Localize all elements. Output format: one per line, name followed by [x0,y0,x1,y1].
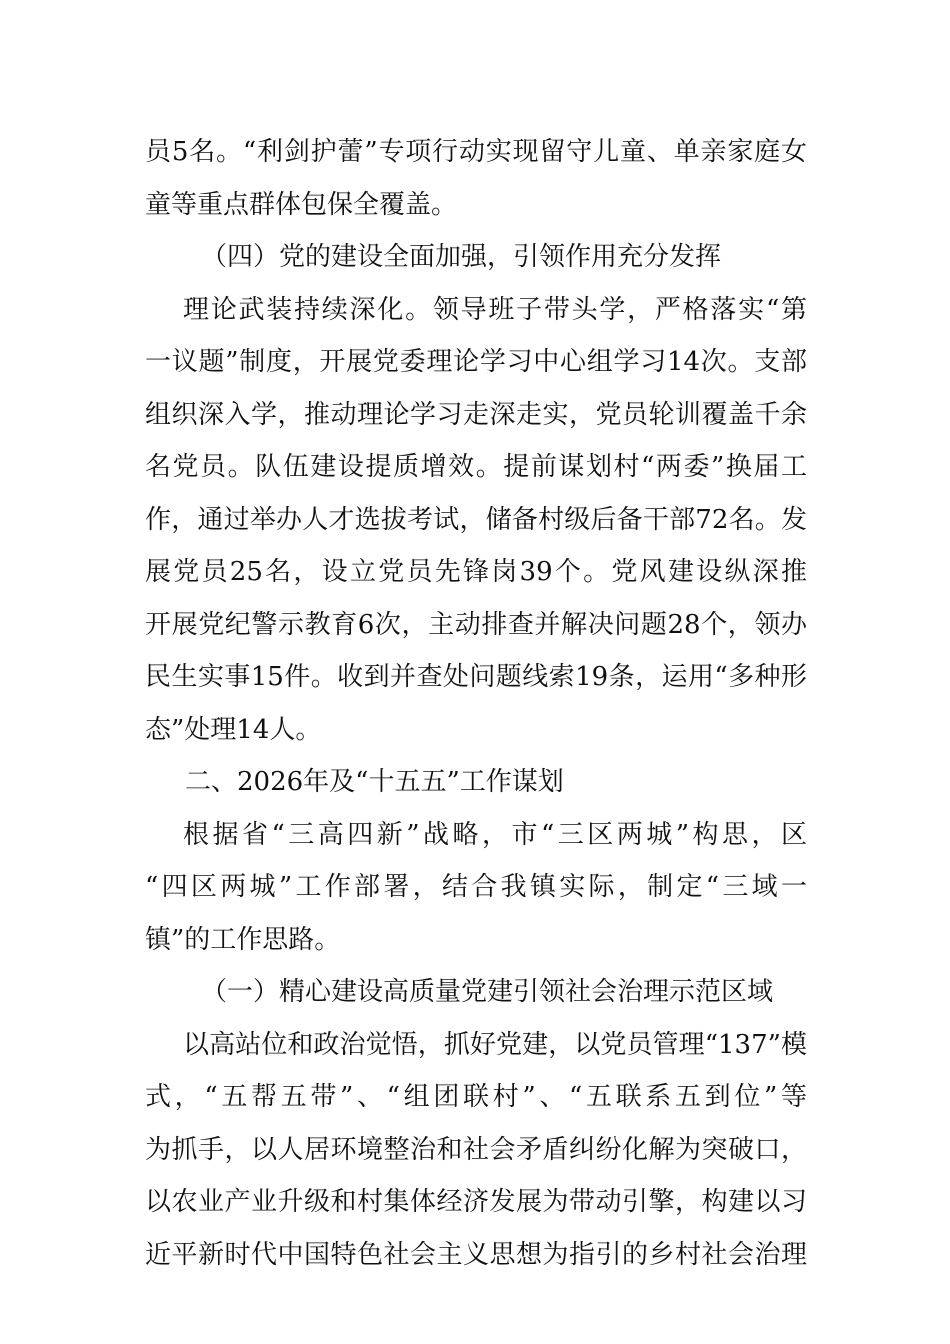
paragraph-line: 态”处理14人。 [145,714,322,745]
paragraph-line: 式，“五帮五带”、“组团联村”、“五联系五到位”等 [145,1082,807,1112]
document-page [145,126,807,1281]
section-heading-1: （一）精心建设高质量党建引领社会治理示范区域 [201,977,774,1007]
section-heading-2: 二、2026年及“十五五”工作谋划 [185,767,564,797]
paragraph-line: 民生实事15件。收到并查处问题线索19条，运用“多种形 [145,662,807,692]
paragraph-line: 一议题”制度，开展党委理论学习中心组学习14次。支部 [145,347,807,377]
paragraph-line: 近平新时代中国特色社会主义思想为指引的乡村社会治理 [145,1239,807,1270]
section-heading-4: （四）党的建设全面加强，引领作用充分发挥 [201,242,722,272]
paragraph-line: 以高站位和政治觉悟，抓好党建，以党员管理“137”模 [183,1029,807,1060]
paragraph-line: 根据省“三高四新”战略，市“三区两城”构思，区 [183,819,807,850]
paragraph-line: 镇”的工作思路。 [145,924,341,955]
paragraph-line: 理论武装持续深化。领导班子带头学，严格落实“第 [183,294,807,325]
paragraph-line: 童等重点群体包保全覆盖。 [145,189,458,220]
paragraph-line: 组织深入学，推动理论学习走深走实，党员轮训覆盖千余 [145,399,807,430]
paragraph-line: 开展党纪警示教育6次，主动排查并解决问题28个，领办 [145,609,807,640]
paragraph-line: 名党员。队伍建设提质增效。提前谋划村“两委”换届工 [145,452,807,482]
paragraph-line: “四区两城”工作部署，结合我镇实际，制定“三域一 [145,872,807,902]
paragraph-line: 作，通过举办人才选拔考试，储备村级后备干部72名。发 [145,504,807,535]
paragraph-line: 为抓手，以人居环境整治和社会矛盾纠纷化解为突破口， [145,1134,807,1165]
paragraph-line: 以农业产业升级和村集体经济发展为带动引擎，构建以习 [145,1187,807,1217]
paragraph-line: 展党员25名，设立党员先锋岗39个。党风建设纵深推 [145,557,807,587]
paragraph-line: 员5名。“利剑护蕾”专项行动实现留守儿童、单亲家庭女 [145,137,807,167]
